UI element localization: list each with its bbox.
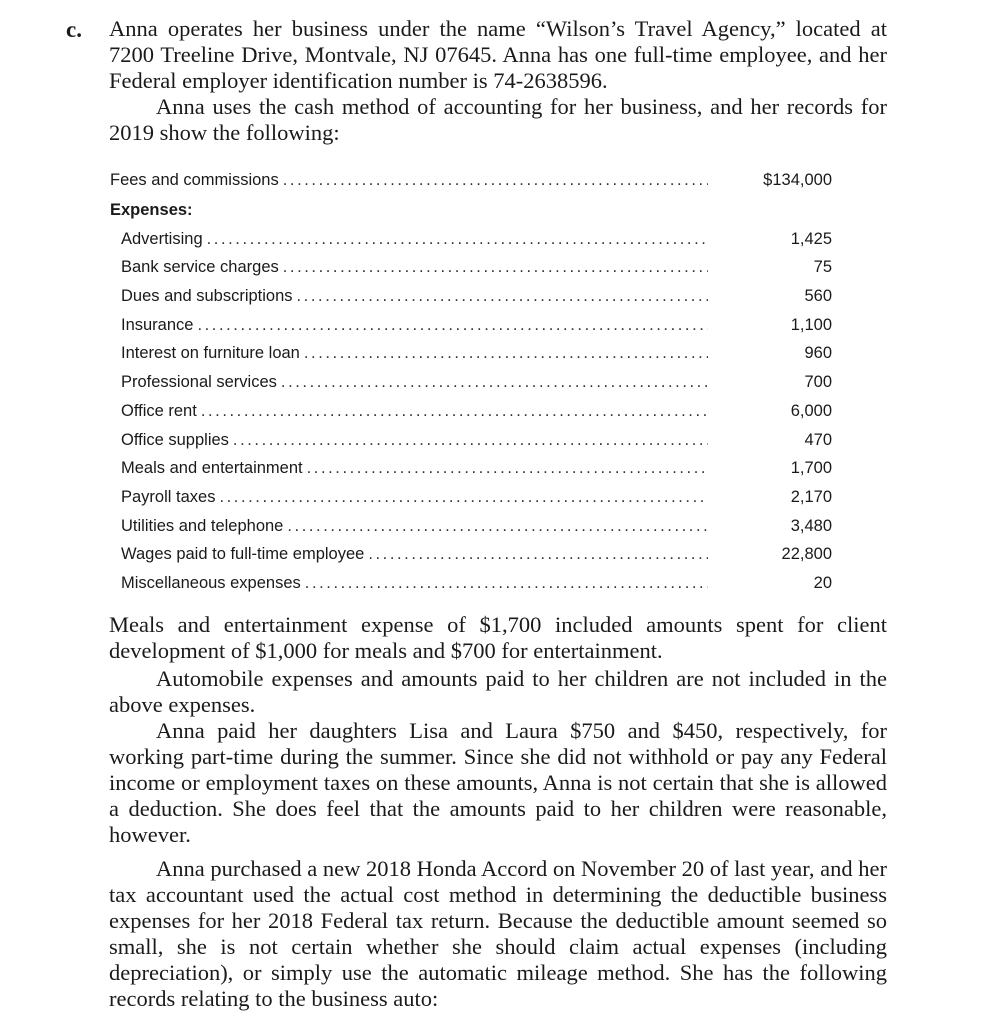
dot-leader <box>207 225 708 254</box>
expense-amount: 3,480 <box>790 516 832 535</box>
dot-leader <box>219 483 708 512</box>
expense-label: Utilities and telephone <box>121 516 284 535</box>
expense-row <box>110 512 832 541</box>
dot-leader <box>283 253 708 282</box>
dot-leader <box>287 512 708 541</box>
expense-row <box>110 569 832 598</box>
expense-amount: 2,170 <box>790 487 832 506</box>
expense-amount: 470 <box>804 430 832 449</box>
dot-leader <box>283 166 708 195</box>
dot-leader <box>297 282 708 311</box>
note-automobile: Anna purchased a new 2018 Honda Accord on November 20 of last year, and her tax accountant used the actual cost method in determining the deductible business expenses for her 2018 Federal tax return. Because the deductible amount seemed so small, she is not certain whether she should claim actual expenses (including depreciation), or simply use the automatic mileage method. She has the following records relating to the business auto: <box>109 856 887 1011</box>
income-label: Fees and commissions <box>110 171 279 189</box>
expense-label: Dues and subscriptions <box>121 287 293 306</box>
expense-row <box>110 225 832 254</box>
expense-amount: 700 <box>804 373 832 392</box>
expense-row <box>110 368 832 397</box>
expense-label: Insurance <box>121 315 194 334</box>
expense-amount: 75 <box>813 258 832 277</box>
dot-leader <box>233 426 708 455</box>
dot-leader <box>281 368 708 397</box>
expense-label: Office rent <box>121 401 197 420</box>
expense-amount: 6,000 <box>790 401 832 420</box>
dot-leader <box>201 397 708 426</box>
expense-label: Bank service charges <box>121 258 279 277</box>
expense-label: Miscellaneous expenses <box>121 573 301 592</box>
income-row <box>110 166 832 195</box>
expense-row <box>110 397 832 426</box>
expense-row <box>110 339 832 368</box>
expense-label: Wages paid to full-time employee <box>121 545 365 564</box>
expense-amount: 1,100 <box>790 315 832 334</box>
expense-amount: 960 <box>804 344 832 363</box>
records-table <box>110 166 832 598</box>
expense-row <box>110 426 832 455</box>
dot-leader <box>305 569 708 598</box>
expense-amount: 1,700 <box>790 459 832 478</box>
expense-label: Meals and entertainment <box>121 459 303 478</box>
problem-marker: c. <box>66 17 82 42</box>
dot-leader <box>304 339 708 368</box>
expense-row <box>110 253 832 282</box>
dot-leader <box>197 311 708 340</box>
expense-list <box>110 225 832 598</box>
expense-row <box>110 282 832 311</box>
expense-row <box>110 311 832 340</box>
note-meals: Meals and entertainment expense of $1,700 included amounts spent for client development of $1,000 for meals and $700 for entertainment. <box>109 612 887 663</box>
expense-label: Interest on furniture loan <box>121 344 300 363</box>
expense-label: Advertising <box>121 229 203 248</box>
expense-amount: 560 <box>804 287 832 306</box>
dot-leader <box>368 540 708 569</box>
expense-label: Payroll taxes <box>121 487 216 506</box>
expense-row <box>110 454 832 483</box>
expense-label: Professional services <box>121 373 277 392</box>
expense-amount: 22,800 <box>781 545 832 564</box>
expense-row <box>110 483 832 512</box>
dot-leader <box>307 454 708 483</box>
expense-row <box>110 540 832 569</box>
expense-amount: 20 <box>813 573 832 592</box>
note-exclusions: Automobile expenses and amounts paid to her children are not included in the above expenses. <box>109 666 887 717</box>
accounting-method-paragraph: Anna uses the cash method of accounting for her business, and her records for 2019 show the following: <box>109 94 887 145</box>
expense-label: Office supplies <box>121 430 229 449</box>
expenses-heading: Expenses: <box>110 200 193 219</box>
expense-amount: 1,425 <box>790 229 832 248</box>
intro-paragraph: Anna operates her business under the name “Wilson’s Travel Agency,” located at 7200 Treeline Drive, Montvale, NJ 07645. Anna has one full-time employee, and her Federal employer identification number is 74-2638596. <box>109 16 887 93</box>
income-amount: $134,000 <box>763 171 832 189</box>
note-children-wages: Anna paid her daughters Lisa and Laura $750 and $450, respectively, for working part-time during the summer. Since she did not withhold or pay any Federal income or employment taxes on these amounts, Anna is not certain that she is allowed a deduction. She does feel that the amounts paid to her children were reasonable, however. <box>109 718 887 847</box>
